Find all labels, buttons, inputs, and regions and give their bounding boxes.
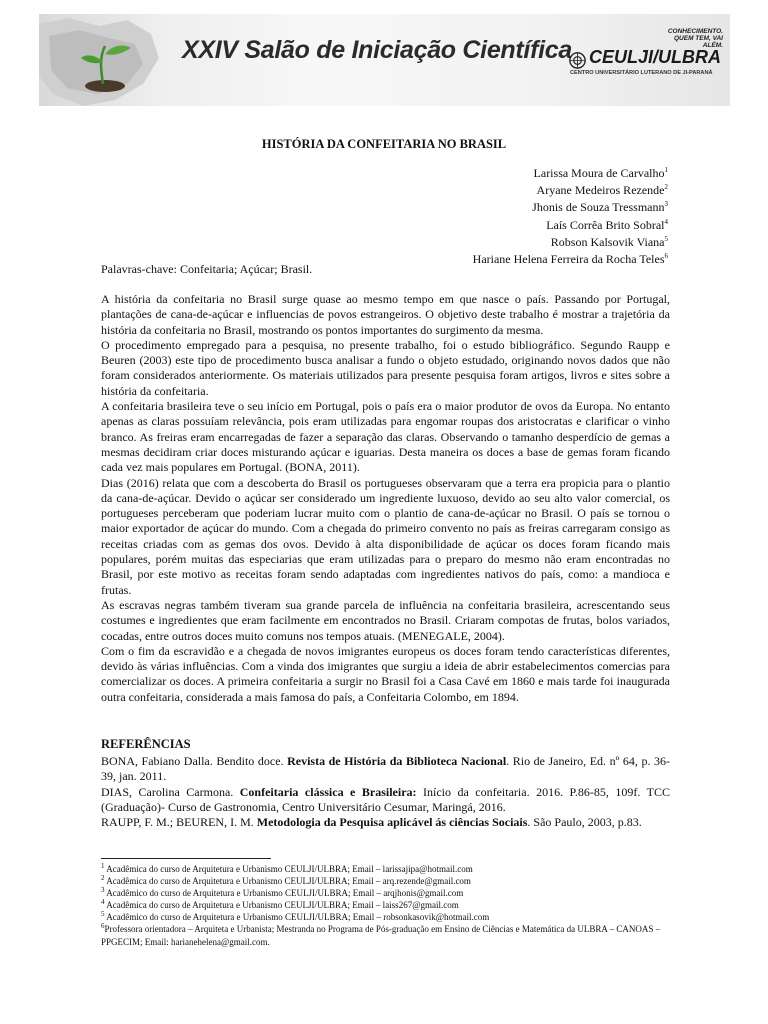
footnote: $^6$Professora orientadora – Arquiteta e Urbanista; Mestranda no Programa de Pós-graduação em Ensino de Ciências e Matemática da ULBRA – CANOAS – PPGECIM; Email: harianehelena@gmail.com. bbox=[101, 922, 661, 947]
footnote: $^1$ Acadêmica do curso de Arquitetura e Urbanismo CEULJI/ULBRA; Email – larissajipa@hotmail.com bbox=[101, 862, 473, 874]
paragraph: O procedimento empregado para a pesquisa, no presente trabalho, foi o estudo bibliográfico. Segundo Raupp e Beuren (2003) este tipo de procedimento busca analisar a fundo o objeto estudado, originando novos dados que não foram considerados anteriormente. Os materiais utilizados para presente pesquisa foram artigos, livros e sites sobre a história da confeitaria. bbox=[101, 337, 670, 398]
footnote: $^3$ Acadêmico do curso de Arquitetura e Urbanismo CEULJI/ULBRA; Email – arqjhonis@gmail.com bbox=[101, 886, 464, 899]
footnote: $^5$ Acadêmico do curso de Arquitetura e Urbanismo CEULJI/ULBRA; Email – robsonkasovik@hotmail.com bbox=[101, 910, 490, 923]
reference-item: BONA, Fabiano Dalla. Bendito doce. Revista de História da Biblioteca Nacional. Rio de Janeiro, Ed. nº 64, p. 36-39, jan. 2011. bbox=[101, 754, 670, 784]
header-banner bbox=[39, 14, 730, 106]
footnote-divider bbox=[101, 858, 271, 859]
ulbra-seal-icon bbox=[569, 52, 586, 69]
author: Aryane Medeiros Rezende$^2$ bbox=[536, 183, 668, 198]
reference-item: DIAS, Carolina Carmona. Confeitaria clássica e Brasileira: Início da confeitaria. 2016. P.86-85, 109f. TCC (Graduação)- Curso de Gastronomia, Centro Universitário Cesumar, Maringá, 2016. bbox=[101, 784, 670, 814]
author: Laís Corrêa Brito Sobral$^4$ bbox=[546, 217, 668, 232]
paragraph: A confeitaria brasileira teve o seu início em Portugal, pois o país era o maior produtor de ovos da Europa. No entanto apenas as claras possuíam relevância, pois eram utilizadas para engomar roupas dos aristocratas e clarificar o vinho branco. As freiras eram encarregadas de fazer a separação das claras. Observando o tamanho desperdício de gemas a mesmas decidiram criar doces misturando açúcar e iguarias. Desta maneira os doces a base de gemas foram ficando cada vez mais populares em Portugal. (BONA, 2011). bbox=[101, 399, 670, 475]
body-text bbox=[101, 292, 670, 705]
keywords: Palavras-chave: Confeitaria; Açúcar; Brasil. bbox=[101, 262, 313, 276]
paragraph: Com o fim da escravidão e a chegada de novos imigrantes europeus os doces foram tendo características diferentes, devido às várias influências. Com a vinda dos imigrantes que surgiu a ideia de abrir estabelecimentos comercias para comercializar os doces. A primeira confeitaria a surgir no Brasil foi a Casa Cavé em 1860 e mais tarde foi inaugurada outra confeitaria, considerada a mais famosa do país, a Confeitaria Colombo, em 1894. bbox=[101, 643, 670, 704]
references-list bbox=[101, 754, 670, 830]
paragraph: A história da confeitaria no Brasil surge quase ao mesmo tempo em que nasce o país. Passando por Portugal, plantações de cana-de-açúcar e influencias de povos estrangeiros. O objetivo deste trabalho é mostrar a trajetória da história da confeitaria no Brasil, mostrando os pontos importantes do surgimento da mesma. bbox=[101, 292, 670, 337]
reference-item: RAUPP, F. M.; BEUREN, I. M. Metodologia da Pesquisa aplicável ás ciências Sociais. São Paulo, 2003, p.83. bbox=[101, 815, 642, 830]
footnote: $^2$ Acadêmica do curso de Arquitetura e Urbanismo CEULJI/ULBRA; Email – arq.rezende@gmail.com bbox=[101, 874, 471, 887]
institution-slogan: CONHECIMENTO. QUEM TEM, VAI ALÉM. bbox=[667, 28, 723, 49]
paragraph: Dias (2016) relata que com a descoberta do Brasil os portugueses observaram que a terra era propicia para o plantio da cana-de-açúcar. Devido o açúcar ser considerado um ingrediente luxuoso, devido ao seu alto valor comercial, os portugueses perceberam que poderiam lucrar muito com o plantio de cana-de-açúcar no Brasil. O país se tornou o maior exportador de açúcar do mundo. Com a chegada do primeiro convento no país as freiras carregaram consigo as receitas criadas com as gemas dos ovos. Devido à alta disponibilidade de açúcar os doces foram ficando mais populares, porém muitas das especiarias que eram utilizadas para o preparo do mesmo não eram encontradas no Brasil, por este motivo as receitas foram sendo adaptadas com ingredientes nativos do país, como: a mandioca e frutas. bbox=[101, 475, 670, 597]
event-title: XXIV Salão de Iniciação Científica bbox=[182, 36, 572, 64]
footnotes bbox=[101, 863, 670, 948]
brazil-map-plant-icon bbox=[39, 14, 189, 106]
institution-name: CENTRO UNIVERSITÁRIO LUTERANO DE JI-PARANÁ bbox=[570, 70, 713, 76]
author-list bbox=[473, 165, 668, 268]
author: Jhonis de Souza Tressmann$^3$ bbox=[532, 200, 668, 215]
author: Larissa Moura de Carvalho$^1$ bbox=[533, 166, 668, 180]
author: Hariane Helena Ferreira da Rocha Teles$^6$ bbox=[472, 252, 668, 267]
author: Robson Kalsovik Viana$^5$ bbox=[550, 234, 668, 249]
footnote: $^4$ Acadêmica do curso de Arquitetura e Urbanismo CEULJI/ULBRA; Email – laiss267@gmail.com bbox=[101, 898, 459, 911]
references-heading: REFERÊNCIAS bbox=[101, 737, 191, 751]
paper-title: HISTÓRIA DA CONFEITARIA NO BRASIL bbox=[261, 137, 507, 151]
paragraph: As escravas negras também tiveram sua grande parcela de influência na confeitaria brasileira, acrescentando seus costumes e ingredientes que eram facilmente em encontrados no Brasil. Criaram compotas de frutas, bolos variados, cocadas, entre outros doces muito comuns nos tempos atuais. (MENEGALE, 2004). bbox=[101, 597, 670, 643]
institution-logo: CEULJI/ULBRA bbox=[589, 47, 722, 67]
